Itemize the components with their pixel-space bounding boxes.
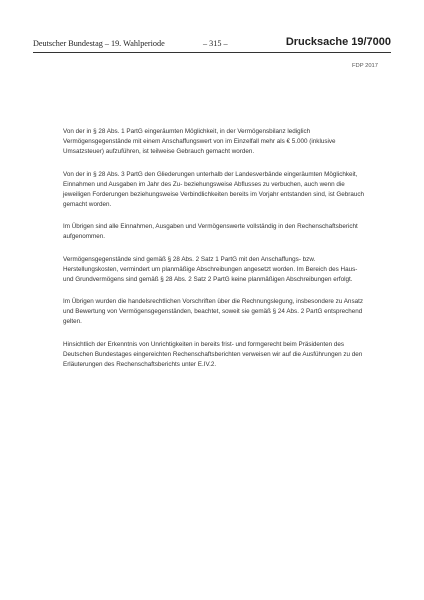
page-header xyxy=(33,36,391,52)
party-year-tag: FDP 2017 xyxy=(352,63,378,69)
paragraph: Hinsichtlich der Erkenntnis von Unrichtigkeiten in bereits frist- und formgerecht beim Präsidenten des Deutschen Bundestages eingereichten Rechenschaftsberichten verweisen wir auf die Ausführungen zu den Erläuterungen des Rechenschaftsberichts unter E.IV.2. xyxy=(63,340,363,368)
paragraph: Von der in § 28 Abs. 3 PartG den Gliederungen unterhalb der Landesverbände eingeräumten Möglichkeit, Einnahmen und Ausgaben im Jahr des Zu- beziehungsweise Abflusses zu verbuchen, auch wenn die jeweiligen Forderungen beziehungsweise Verbindlichkeiten bereits im Vorjahr entstanden sind, ist Gebrauch gemacht worden. xyxy=(63,170,365,208)
document-body xyxy=(63,127,369,382)
header-document-number: Drucksache 19/7000 xyxy=(285,36,391,48)
paragraph: Im Übrigen sind alle Einnahmen, Ausgaben und Vermögenswerte vollständig in den Rechenschaftsbericht aufgenommen. xyxy=(63,223,358,240)
paragraph: Von der in § 28 Abs. 1 PartG eingeräumten Möglichkeit, in der Vermögensbilanz lediglich Vermögensgegenstände mit einem Anschaffungswert von im Einzelfall mehr als € 5.000 (inklusive Umsatzsteuer) aufzuführen, ist teilweise Gebrauch gemacht worden. xyxy=(63,128,336,155)
paragraph: Im Übrigen wurden die handelsrechtlichen Vorschriften über die Rechnungslegung, insbesondere zu Ansatz und Bewertung von Vermögensgegenständen, beachtet, soweit sie gemäß § 24 Abs. 2 PartG entsprechend gelten. xyxy=(63,298,363,325)
paragraph: Vermögensgegenstände sind gemäß § 28 Abs. 2 Satz 1 PartG mit den Anschaffungs- bzw. Herstellungskosten, vermindert um planmäßige Abschreibungen angesetzt worden. Im Bereich des Haus- und Grundvermögens sind gemäß § 28 Abs. 2 Satz 2 PartG keine planmäßigen Abschreibungen erfolgt. xyxy=(63,255,358,283)
header-publication: Deutscher Bundestag – 19. Wahlperiode xyxy=(33,39,165,48)
header-rule xyxy=(33,52,391,53)
header-page-number: – 315 – xyxy=(203,39,228,48)
